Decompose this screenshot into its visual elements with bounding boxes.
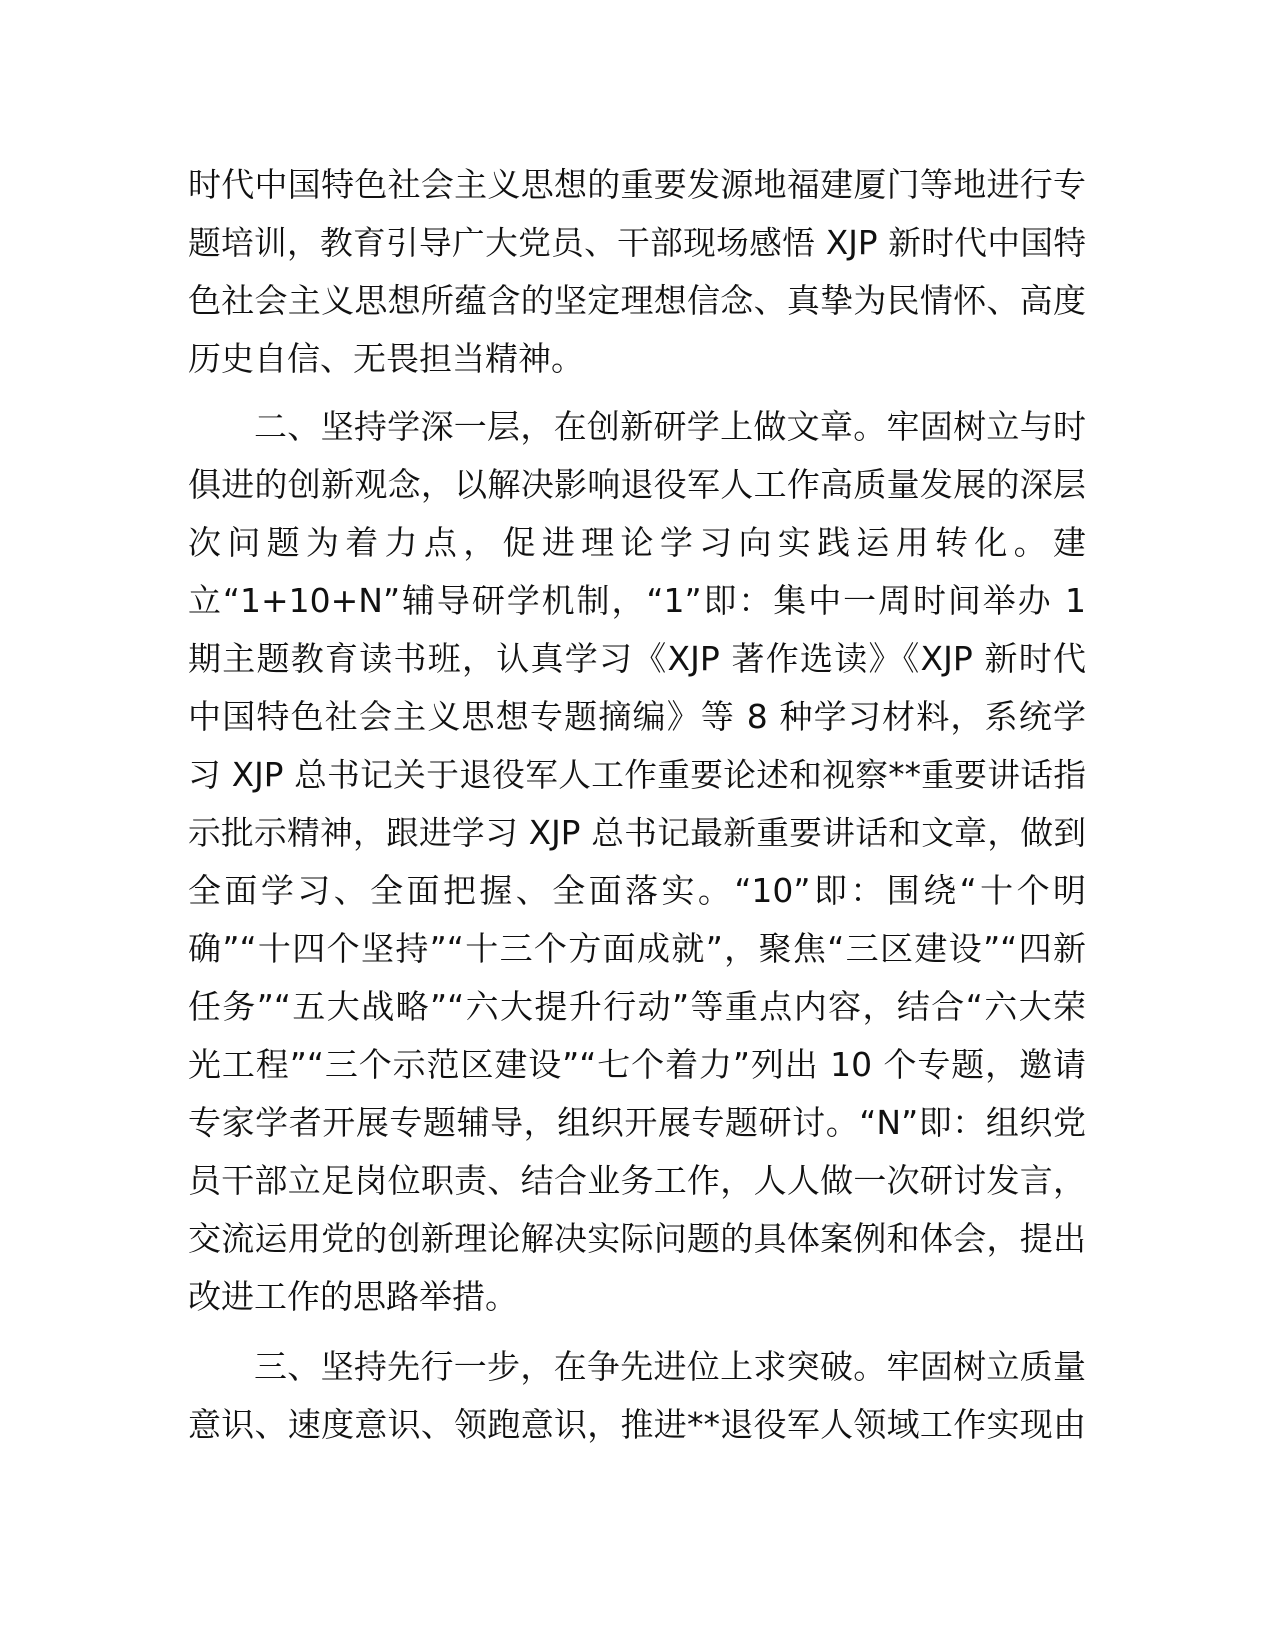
text-line: 三、坚持先行一步，在争先进位上求突破。牢固树立质量: [254, 1347, 1086, 1386]
paragraph-1: [188, 156, 1086, 388]
paragraph-3: [188, 1338, 1086, 1454]
paragraph-2: [188, 398, 1086, 1326]
text-line: 交流运用党的创新理论解决实际问题的具体案例和体会，提出: [188, 1219, 1086, 1258]
text-line: 俱进的创新观念，以解决影响退役军人工作高质量发展的深层: [188, 465, 1086, 504]
text-line: 专家学者开展专题辅导，组织开展专题研讨。“N”即：组织党: [188, 1103, 1086, 1142]
text-line: 历史自信、无畏担当精神。: [188, 339, 584, 378]
text-line: 光工程”“三个示范区建设”“七个着力”列出 10 个专题，邀请: [188, 1045, 1086, 1084]
text-line: 改进工作的思路举措。: [188, 1277, 518, 1316]
text-line: 期主题教育读书班，认真学习《XJP 著作选读》《XJP 新时代: [188, 639, 1086, 678]
text-line: 时代中国特色社会主义思想的重要发源地福建厦门等地进行专: [188, 165, 1086, 204]
text-line: 立“1+10+N”辅导研学机制，“1”即：集中一周时间举办 1: [188, 581, 1086, 620]
text-line: 次问题为着力点，促进理论学习向实践运用转化。建: [188, 523, 1086, 562]
text-line: 习 XJP 总书记关于退役军人工作重要论述和视察**重要讲话指: [188, 756, 1086, 794]
text-line: 确”“十四个坚持”“十三个方面成就”，聚焦“三区建设”“四新: [188, 929, 1086, 968]
text-line: 全面学习、全面把握、全面落实。“10”即：围绕“十个明: [188, 871, 1086, 910]
text-line: 题培训，教育引导广大党员、干部现场感悟 XJP 新时代中国特: [188, 224, 1086, 262]
text-line: 员干部立足岗位职责、结合业务工作，人人做一次研讨发言，: [188, 1161, 1086, 1200]
text-line: 示批示精神，跟进学习 XJP 总书记最新重要讲话和文章，做到: [188, 814, 1086, 852]
text-line: 意识、速度意识、领跑意识，推进**退役军人领域工作实现由: [188, 1405, 1086, 1444]
text-line: 二、坚持学深一层，在创新研学上做文章。牢固树立与时: [254, 407, 1086, 446]
text-line: 任务”“五大战略”“六大提升行动”等重点内容，结合“六大荣: [188, 987, 1086, 1026]
text-line: 中国特色社会主义思想专题摘编》等 8 种学习材料，系统学: [188, 697, 1086, 736]
text-line: 色社会主义思想所蕴含的坚定理想信念、真挚为民情怀、高度: [188, 281, 1086, 320]
